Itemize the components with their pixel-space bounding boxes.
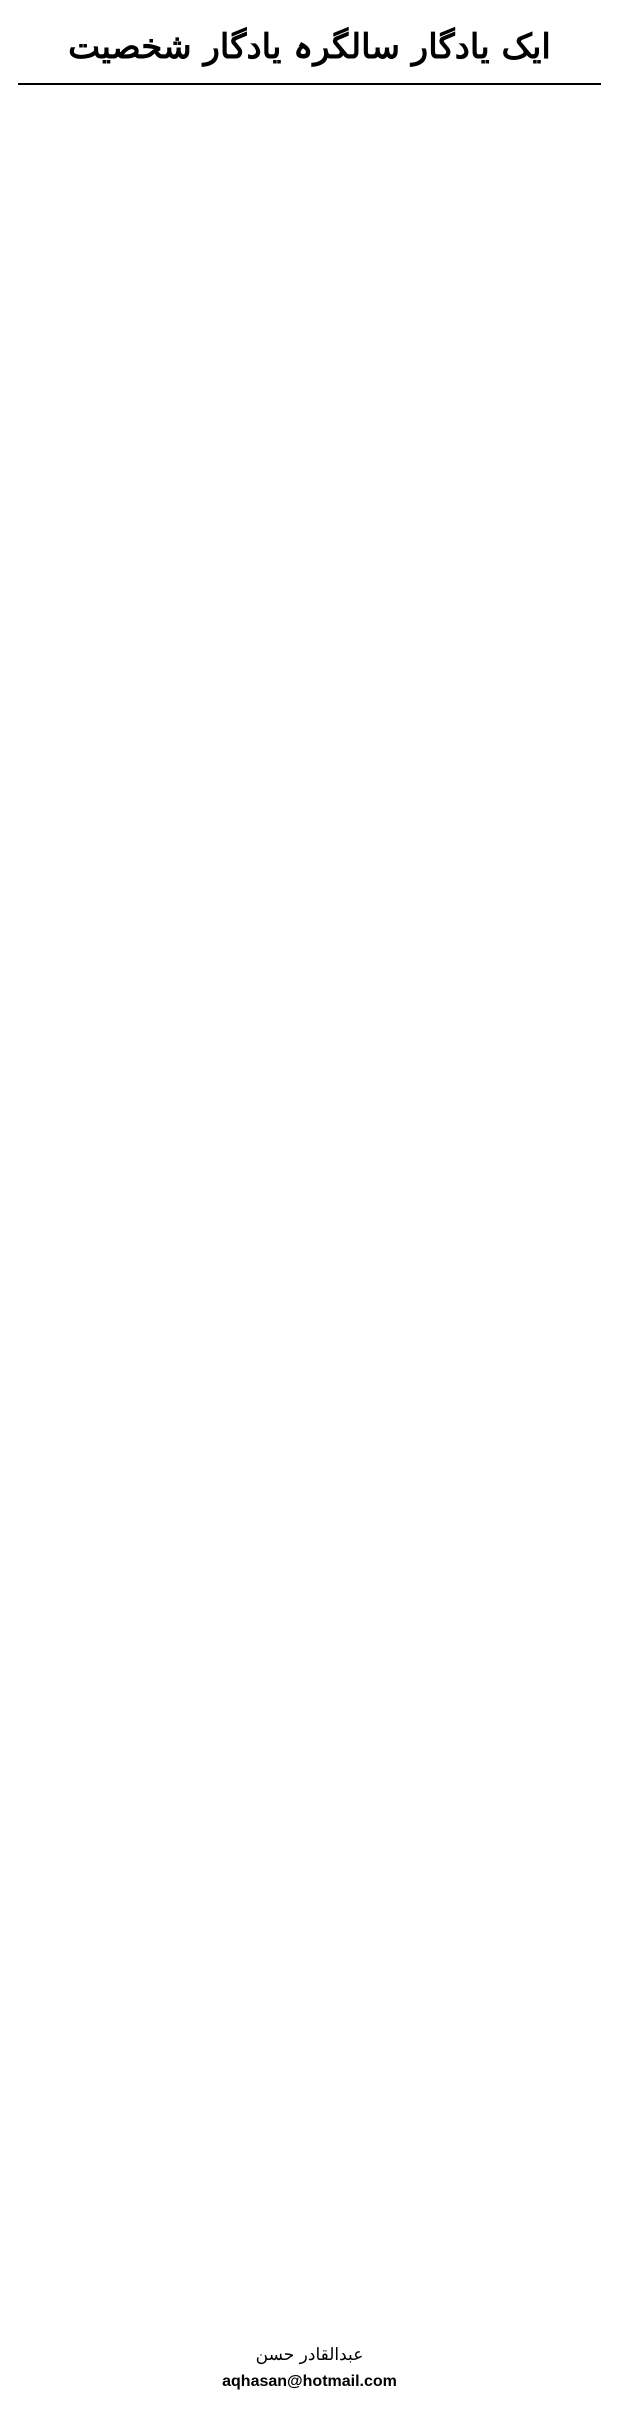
article-footer [18,2334,601,2393]
article-body [18,99,601,2334]
author-signature: عبدالقادر حسن [255,2345,364,2366]
author-email: aqhasan@hotmail.com [222,2373,397,2391]
article-header [18,16,601,85]
article-title: ایک یادگار سالگرہ یادگار شخصیت [68,27,551,67]
